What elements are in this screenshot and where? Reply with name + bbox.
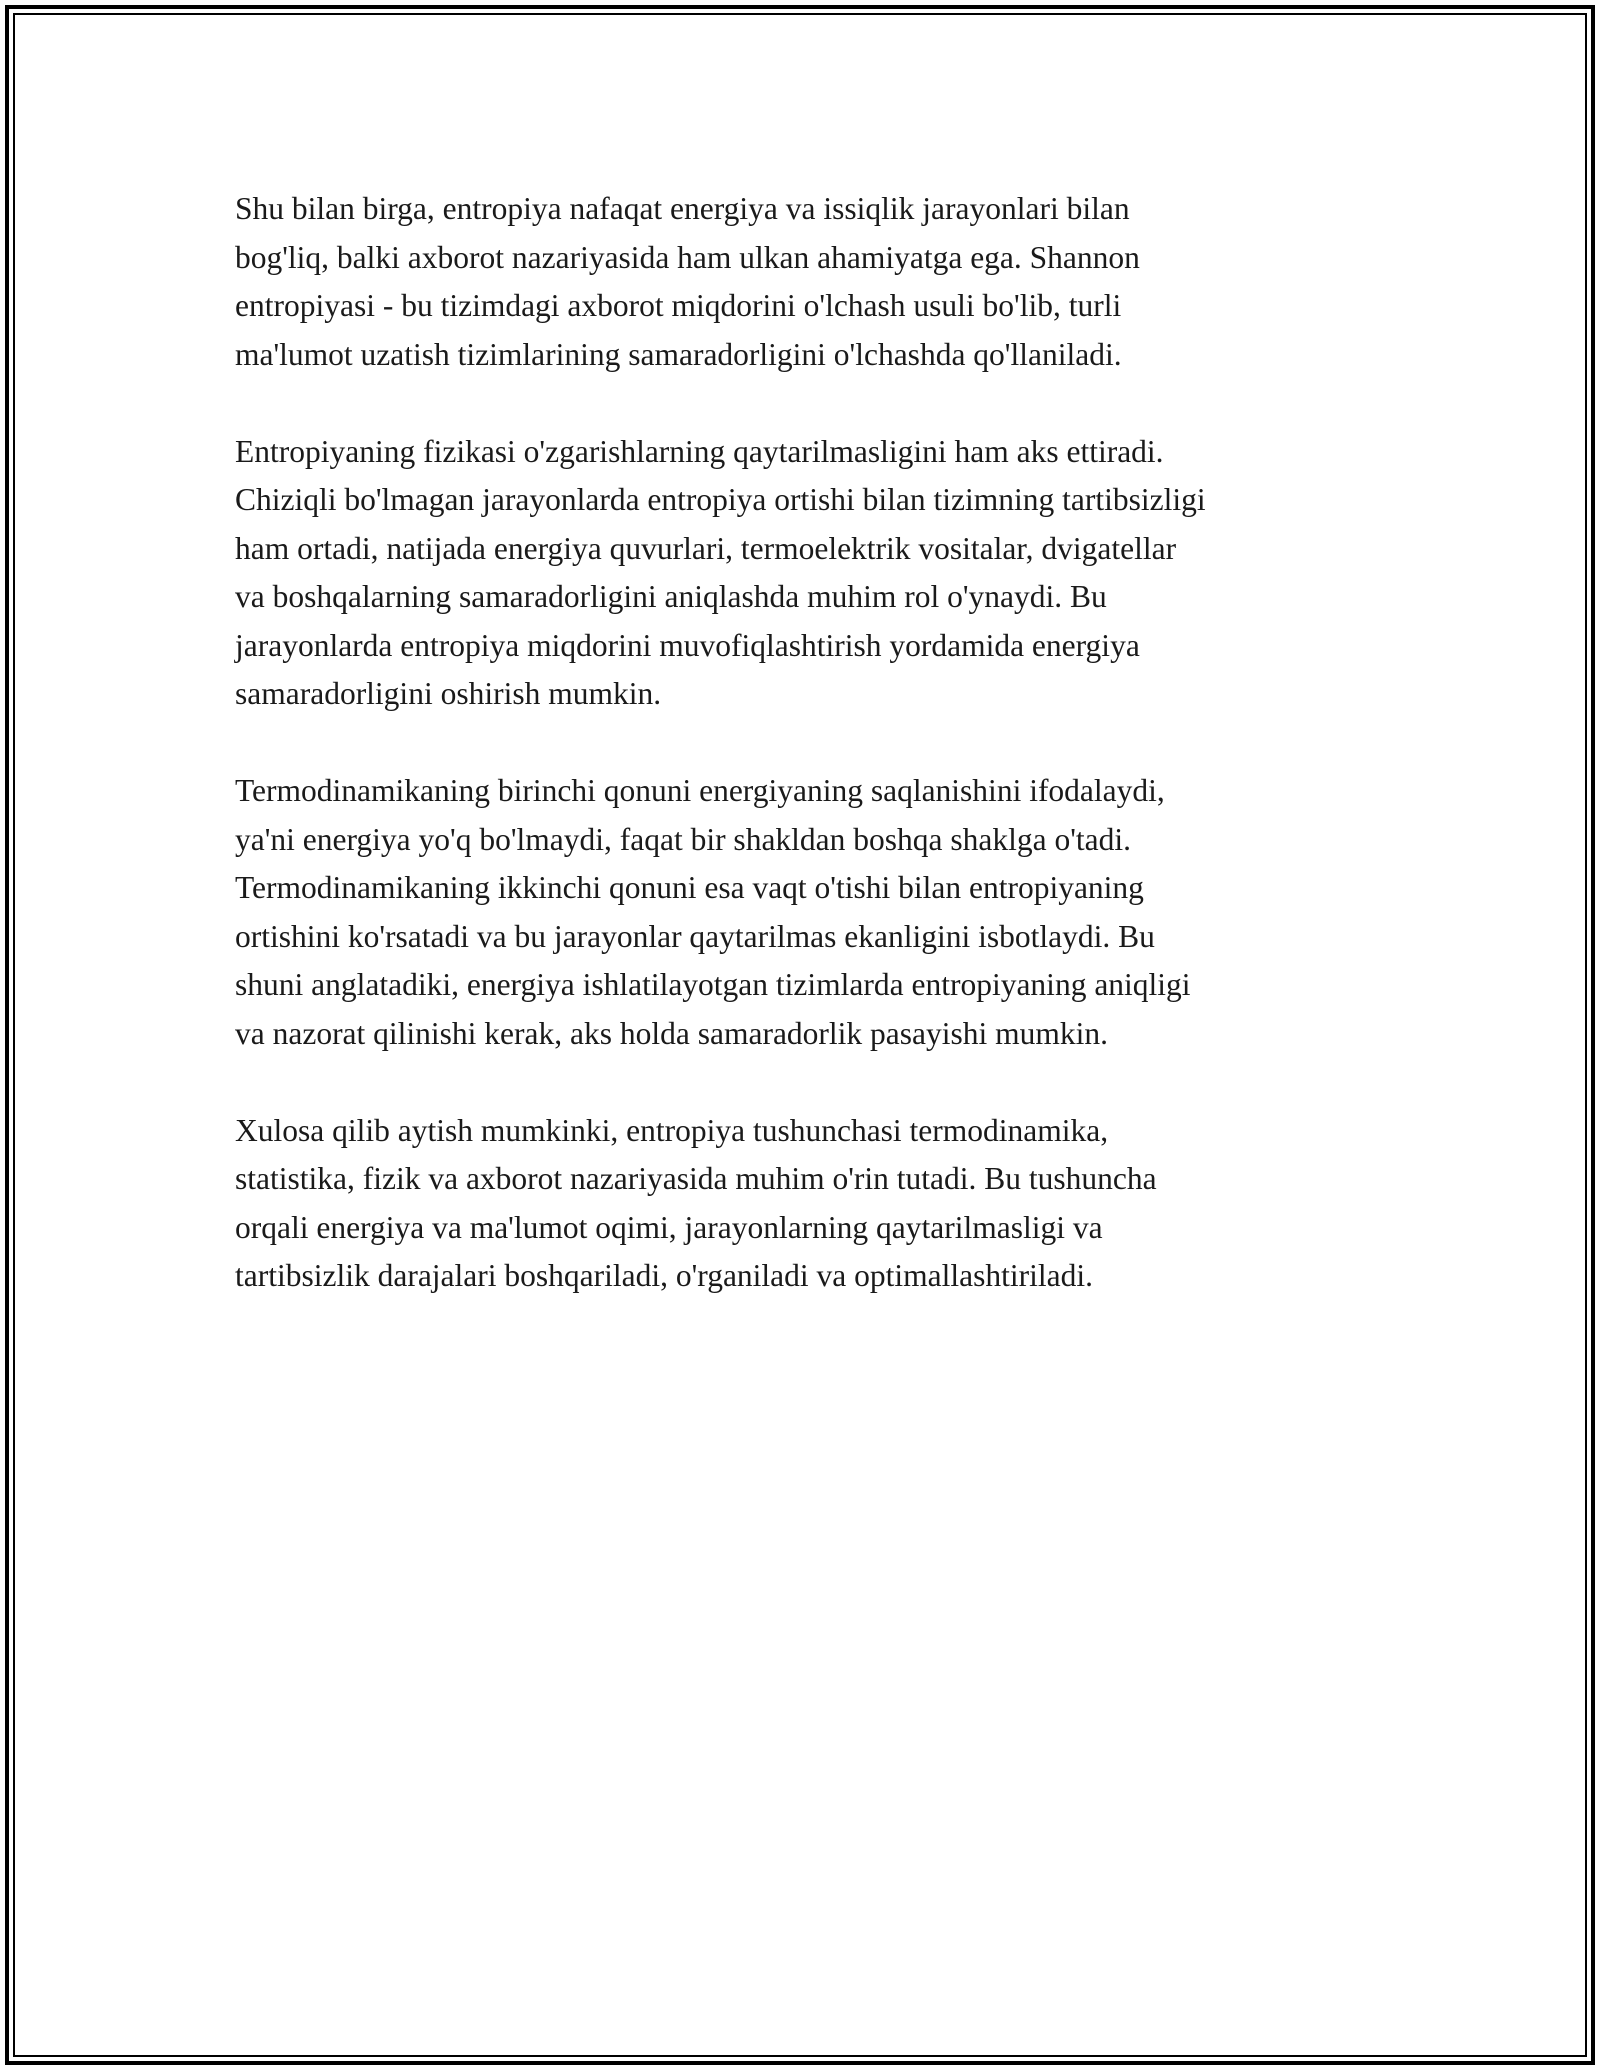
paragraph-irreversibility: Entropiyaning fizikasi o'zgarishlarning qaytarilmasligini ham aks ettiradi. Chiziqli bo'lmagan jarayonlarda entropiya ortishi bilan tizimning tartibsizligi ham ortadi, natijada energiya quvurlari, termoelektrik vositalar, dvigatellar va boshqalarning samaradorligini aniqlashda muhim rol o'ynaydi. Bu jarayonlarda entropiya miqdorini muvofiqlashtirish yordamida energiya samaradorligini oshirish mumkin. [235,433,1206,711]
paragraph-shannon-entropy: Shu bilan birga, entropiya nafaqat energiya va issiqlik jarayonlari bilan bog'liq, balki axborot nazariyasida ham ulkan ahamiyatga ega. Shannon entropiyasi - bu tizimdagi axborot miqdorini o'lchash usuli bo'lib, turli ma'lumot uzatish tizimlarining samaradorligini o'lchashda qo'llaniladi. [235,191,1140,372]
paragraph-conclusion: Xulosa qilib aytish mumkinki, entropiya tushunchasi termodinamika, statistika, fizik va axborot nazariyasida muhim o'rin tutadi. Bu tushuncha orqali energiya va ma'lumot oqimi, jarayonlarning qaytarilmasligi va tartibsizlik darajalari boshqariladi, o'rganiladi va optimallashtiriladi. [235,1112,1157,1293]
paragraph-laws-of-thermodynamics: Termodinamikaning birinchi qonuni energiyaning saqlanishini ifodalaydi, ya'ni energiya yo'q bo'lmaydi, faqat bir shakldan boshqa shaklga o'tadi. Termodinamikaning ikkinchi qonuni esa vaqt o'tishi bilan entropiyaning ortishini ko'rsatadi va bu jarayonlar qaytarilmas ekanligini isbotlaydi. Bu shuni anglatadiki, energiya ishlatilayotgan tizimlarda entropiyaning aniqligi va nazorat qilinishi kerak, aks holda samaradorlik pasayishi mumkin. [235,773,1191,1051]
document-body [235,185,1375,1349]
